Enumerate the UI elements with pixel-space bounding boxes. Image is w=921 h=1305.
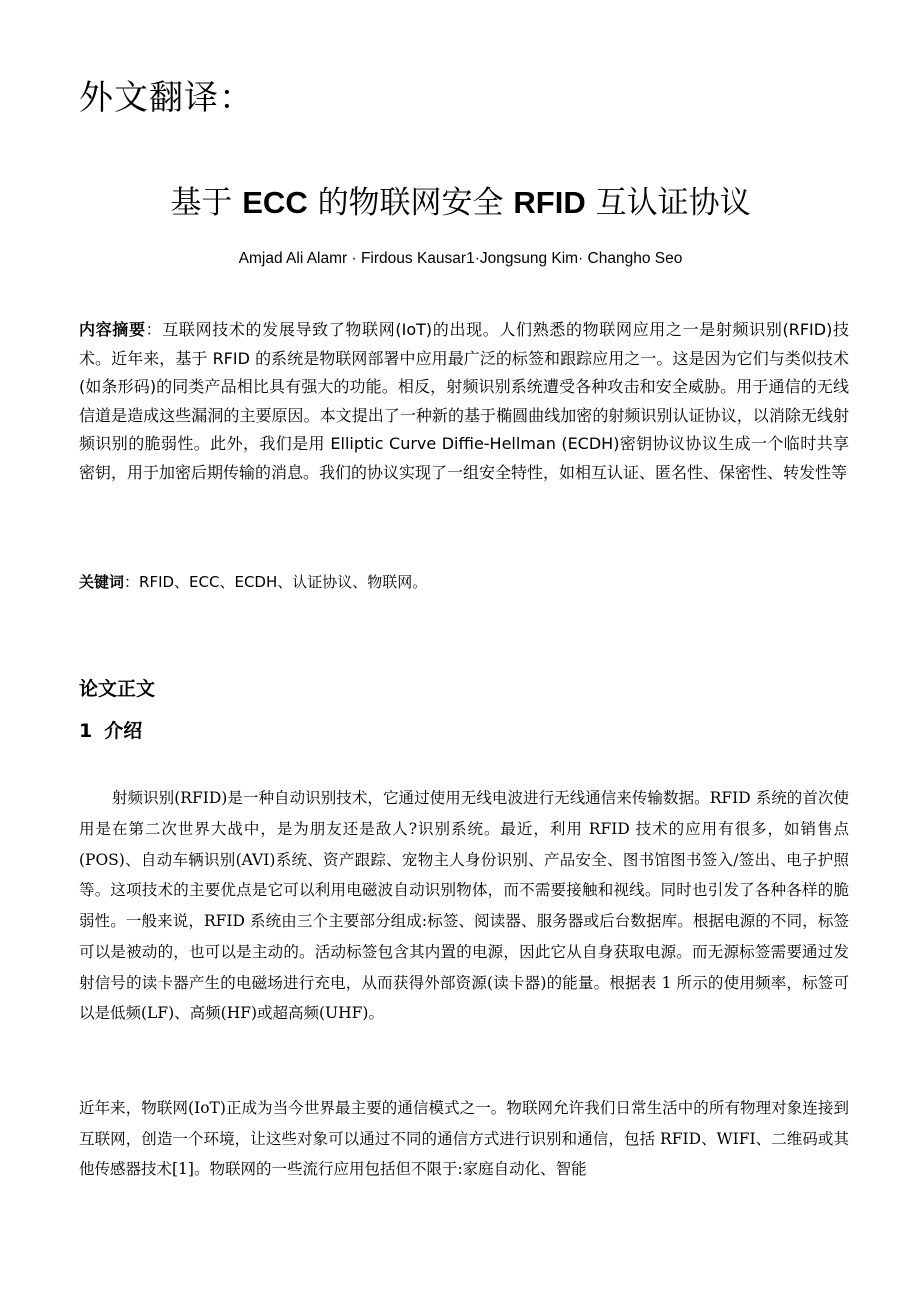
title-text-ecc: ECC (242, 185, 308, 220)
title-text-1: 基于 (170, 185, 233, 221)
title-text-3: 互认证协议 (595, 185, 751, 221)
section-title: 介绍 (104, 720, 143, 742)
abstract-label: 内容摘要 (79, 320, 146, 339)
section-number: 1 (79, 720, 93, 742)
keywords-block (79, 569, 849, 595)
abstract-text: 互联网技术的发展导致了物联网(IoT)的出现。人们熟悉的物联网应用之一是射频识别(RFID)技术。近年来，基于 RFID 的系统是物联网部署中应用最广泛的标签和跟踪应用之一。这是因为它们与类似技术(如条形码)的同类产品相比具有强大的功能。相反，射频识别系统遭受各种攻击和安全威胁。用于通信的无线信道是造成这些漏洞的主要原因。本文提出了一种新的基于椭圆曲线加密的射频识别认证协议，以消除无线射频识别的脆弱性。此外，我们是用 Elliptic Curve Diffie-Hellman (ECDH)密钥协议协议生成一个临时共享密钥，用于加密后期传输的消息。我们的协议实现了一组安全特性，如相互认证、匿名性、保密性、转发性等 (79, 320, 849, 482)
abstract-colon: ： (145, 320, 163, 339)
body-paragraph-1: 射频识别(RFID)是一种自动识别技术，它通过使用无线电波进行无线通信来传输数据。RFID 系统的首次使用是在第二次世界大战中，是为朋友还是敌人?识别系统。最近，利用 RFID 技术的应用有很多，如销售点(POS)、自动车辆识别(AVI)系统、资产跟踪、宠物主人身份识别、产品安全、图书馆图书签入/签出、电子护照等。这项技术的主要优点是它可以利用电磁波自动识别物体，而不需要接触和视线。同时也引发了各种各样的脆弱性。一般来说，RFID 系统由三个主要部分组成:标签、阅读器、服务器或后台数据库。根据电源的不同，标签可以是被动的，也可以是主动的。活动标签包含其内置的电源，因此它从自身获取电源。而无源标签需要通过发射信号的读卡器产生的电磁场进行充电，从而获得外部资源(读卡器)的能量。根据表 1 所示的使用频率，标签可以是低频(LF)、高频(HF)或超高频(UHF)。 (79, 789, 849, 1023)
keywords-label: 关键词 (79, 573, 125, 591)
body-paragraph-2: 近年来，物联网(IoT)正成为当今世界最主要的通信模式之一。物联网允许我们日常生活中的所有物理对象连接到互联网，创造一个环境，让这些对象可以通过不同的通信方式进行识别和通信，包括 RFID、WIFI、二维码或其他传感器技术[1]。物联网的一些流行应用包括但不限于:家庭自动化、智能 (79, 1099, 849, 1178)
author-list: Amjad Ali Alamr · Firdous Kausar1·Jongsung Kim· Changho Seo (238, 250, 683, 267)
section-heading-introduction (79, 717, 142, 745)
title-text-rfid: RFID (513, 185, 586, 220)
title-text-2: 的物联网安全 (317, 185, 504, 221)
keywords-colon: ： (124, 573, 140, 591)
translation-label: 外文翻译： (79, 78, 254, 118)
abstract-block (79, 316, 849, 488)
section-heading-main-text: 论文正文 (79, 678, 156, 700)
paper-title (0, 181, 921, 225)
keywords-text: RFID、ECC、ECDH、认证协议、物联网。 (139, 573, 428, 591)
